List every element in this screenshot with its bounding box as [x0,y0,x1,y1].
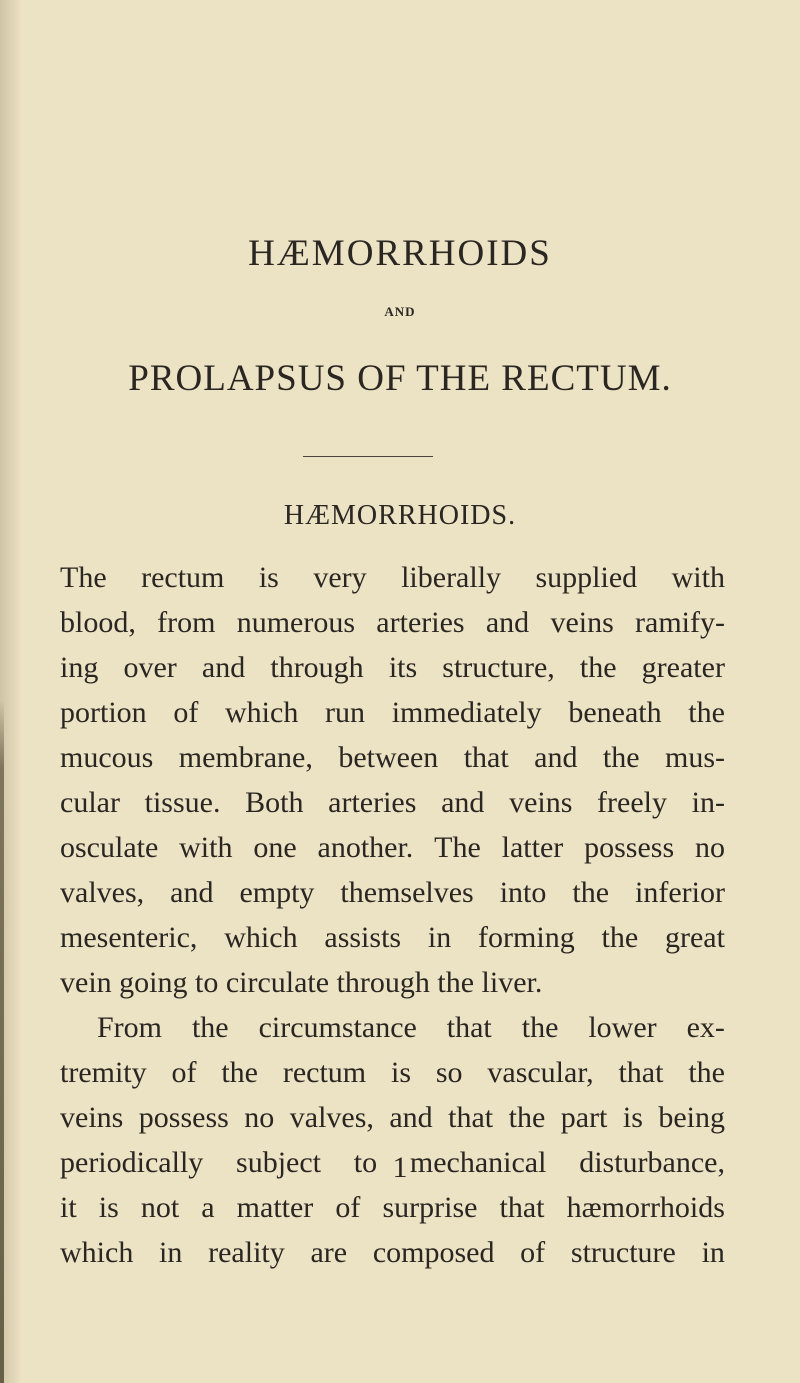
text-word: that [446,1011,492,1044]
text-word: inferior [635,876,725,909]
text-word: that [618,1056,664,1089]
text-word: liberally [401,561,502,594]
text-word: that [448,1101,494,1134]
text-word: composed [372,1236,495,1269]
text-word: which [224,921,298,954]
text-word: possess [584,831,675,864]
text-word: freely [597,786,667,819]
text-word: of [173,696,199,729]
text-word: with [671,561,725,594]
text-line [60,600,725,645]
text-word: great [664,921,725,954]
text-word: mechanical [409,1146,547,1179]
text-word: another. [317,831,414,864]
text-word: rectum [141,561,225,594]
text-word: forming [478,921,575,954]
text-word: possess [138,1101,229,1134]
text-word: and [441,786,485,819]
text-word: the [579,651,617,684]
text-word: the [572,876,610,909]
text-word: structure, [442,651,555,684]
text-word: the [688,1056,725,1089]
text-line [60,1095,725,1140]
text-word: ramify- [635,606,725,639]
text-word: through [270,651,364,684]
text-word: mesenteric, [60,921,198,954]
text-word: osculate [60,831,159,864]
text-line [60,780,725,825]
text-word: with [179,831,233,864]
text-word: a [201,1191,215,1224]
text-word: the [601,921,639,954]
text-word: lower [588,1011,657,1044]
text-word: in- [691,786,725,819]
text-word: are [310,1236,348,1269]
text-word: between [338,741,439,774]
text-word: empty [239,876,315,909]
text-word: to [353,1146,378,1179]
text-word: disturbance, [579,1146,725,1179]
text-word: The [60,561,107,594]
text-word: in [701,1236,725,1269]
text-word: and [534,741,578,774]
page-number: 1 [392,1151,408,1184]
text-word: structure [570,1236,676,1269]
text-word: subject [236,1146,322,1179]
text-word: of [171,1056,197,1089]
text-word: assists [324,921,402,954]
text-word: the [191,1011,229,1044]
text-word: surprise [382,1191,478,1224]
text-word: beneath [568,696,662,729]
text-word: it [60,1191,77,1224]
text-word: supplied [535,561,638,594]
text-word: from [157,606,216,639]
text-word: in [159,1236,183,1269]
text-word: cular [60,786,120,819]
text-word: mus- [665,741,725,774]
text-word: one [253,831,297,864]
text-word: is [258,561,279,594]
text-word: that [499,1191,545,1224]
text-word: of [520,1236,546,1269]
text-word: and [485,606,530,639]
text-word: and [201,651,246,684]
text-word: ex- [686,1011,725,1044]
text-word: the [221,1056,258,1089]
text-line [60,870,725,915]
text-word: latter [501,831,564,864]
text-word: no [694,831,725,864]
text-word: its [388,651,418,684]
text-word: veins [550,606,614,639]
text-word: valves, [289,1101,374,1134]
text-word: blood, [60,606,136,639]
text-word: is [390,1056,411,1089]
text-line [60,1050,725,1095]
text-word: the [602,741,640,774]
section-heading: HÆMORRHOIDS. [283,500,517,531]
text-word: valves, [60,876,145,909]
text-word: is [622,1101,643,1134]
text-word: which [60,1236,134,1269]
text-line [60,915,725,960]
text-word: circumstance [258,1011,417,1044]
text-word: in [427,921,452,954]
text-word: into [499,876,547,909]
text-line [60,690,725,735]
text-word: greater [641,651,725,684]
text-word: no [244,1101,275,1134]
text-line [60,735,725,780]
text-line [60,825,725,870]
text-word: Both [245,786,304,819]
book-title: HÆMORRHOIDS [248,233,552,274]
text-word: part [560,1101,608,1134]
text-word: matter [236,1191,314,1224]
text-word: which [225,696,299,729]
text-word: very [313,561,367,594]
text-word: arteries [376,606,465,639]
text-line: vein going to circulate through the liver. [60,966,543,999]
text-word: reality [208,1236,285,1269]
text-word: of [335,1191,361,1224]
text-word: the [688,696,725,729]
text-word: veins [60,1101,124,1134]
text-line [60,1005,725,1050]
text-word: run [325,696,366,729]
text-word: immediately [391,696,542,729]
text-word: periodically [60,1146,204,1179]
text-word: veins [509,786,573,819]
text-word: hæmorrhoids [566,1191,725,1224]
text-word: the [508,1101,546,1134]
text-line [60,1230,725,1275]
page-edge-mark [0,700,4,1383]
title-connector: AND [384,304,416,319]
text-word: portion [60,696,147,729]
text-word: not [140,1191,180,1224]
text-line [60,555,725,600]
text-word: the [521,1011,559,1044]
text-word: rectum [282,1056,367,1089]
text-word: tremity [60,1056,147,1089]
text-word: vascular, [487,1056,594,1089]
book-subtitle: PROLAPSUS OF THE RECTUM. [128,358,672,399]
text-word: From [97,1011,163,1044]
text-word: arteries [328,786,417,819]
text-word: and [389,1101,433,1134]
text-word: themselves [340,876,474,909]
text-word: so [435,1056,463,1089]
text-line [60,1185,725,1230]
text-word: over [123,651,177,684]
text-word: is [98,1191,119,1224]
text-word: that [463,741,509,774]
text-word: The [434,831,481,864]
text-word: ing [60,651,99,684]
text-word: membrane, [178,741,313,774]
text-word: tissue. [144,786,221,819]
text-word: numerous [236,606,356,639]
text-word: and [170,876,214,909]
title-divider [303,456,433,457]
text-word: being [658,1101,725,1134]
text-word: mucous [60,741,154,774]
text-line [60,645,725,690]
